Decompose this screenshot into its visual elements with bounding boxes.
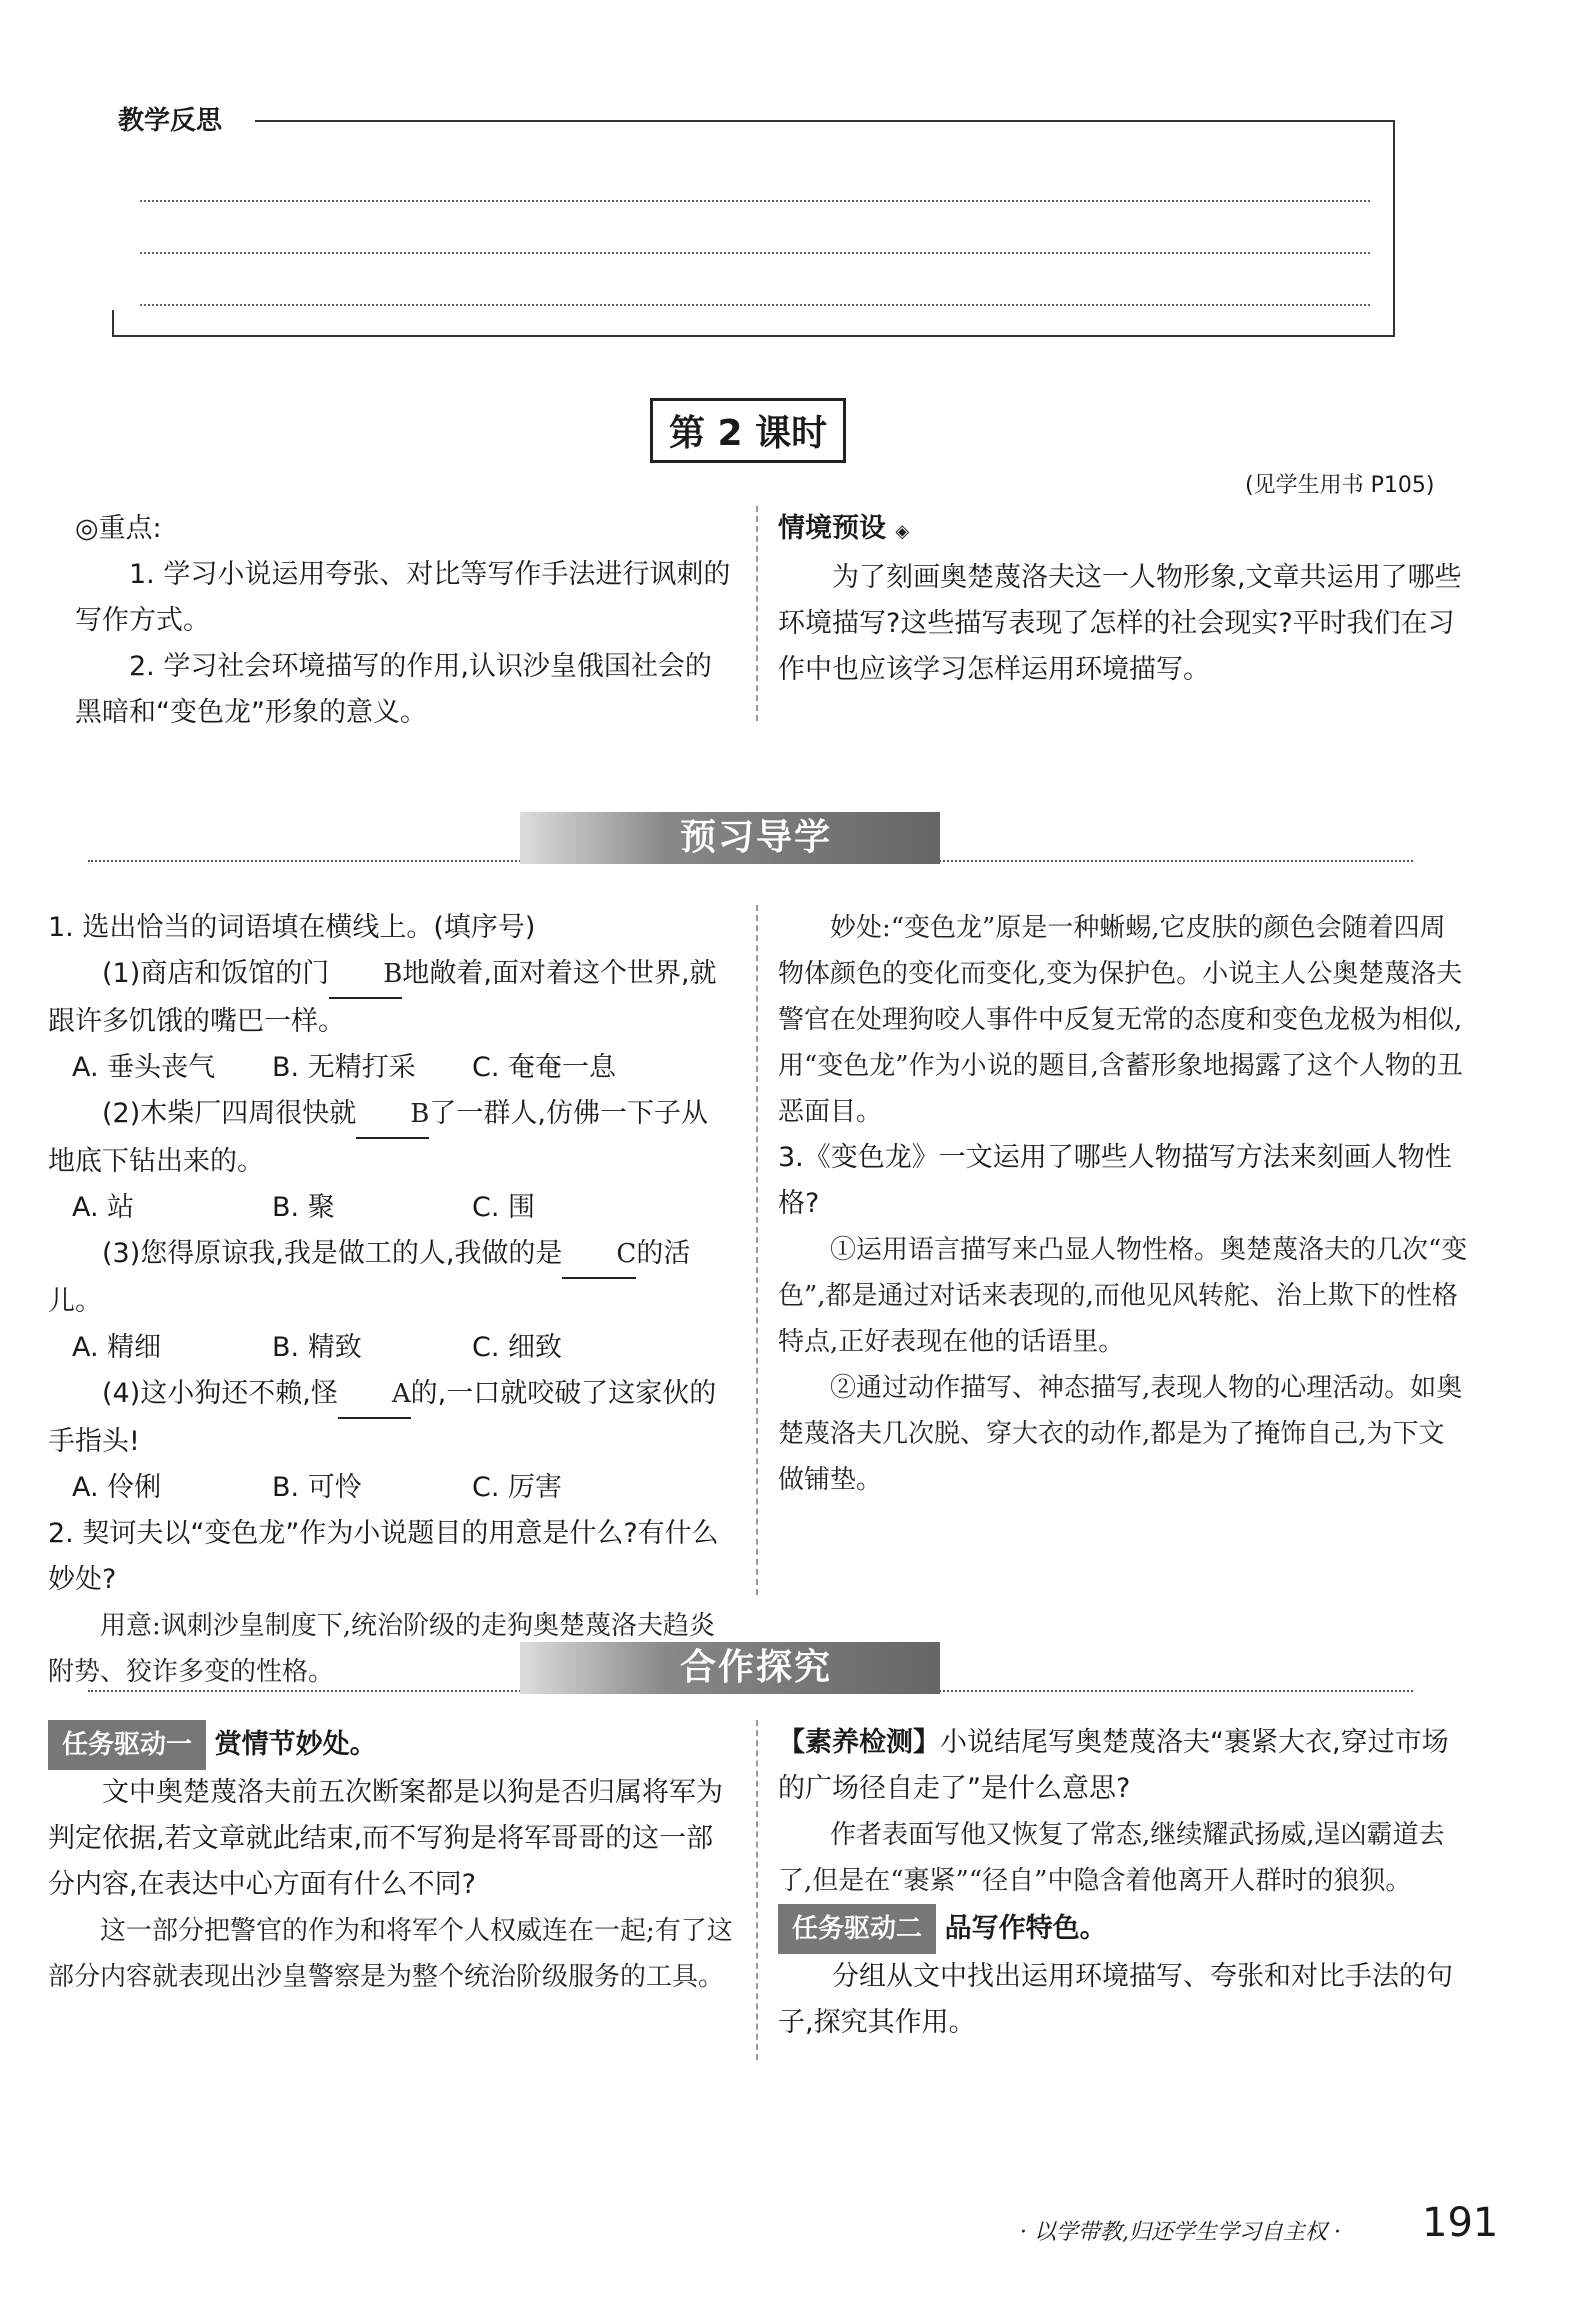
header-rule [255, 120, 1395, 122]
q3-stem: 3.《变色龙》一文运用了哪些人物描写方法来刻画人物性格? [778, 1142, 1452, 1219]
task2-tag: 任务驱动二 [778, 1904, 936, 1954]
check-block [778, 1720, 1468, 2046]
q1-s4-pre: (4)这小狗还不赖,怪 [102, 1378, 338, 1409]
task2-title: 品写作特色。 [944, 1913, 1107, 1944]
check-question [778, 1720, 1468, 1812]
scenario-heading-text: 情境预设 [778, 513, 886, 544]
option: C. 围 [472, 1192, 536, 1223]
reflection-line-2 [140, 252, 1370, 254]
q1-s4-post: 的,一口就咬破了这家伙的手指头! [48, 1378, 717, 1457]
q1-s3 [48, 1231, 733, 1325]
focus-item-2: 2. 学习社会环境描写的作用,认识沙皇俄国社会的黑暗和“变色龙”形象的意义。 [75, 651, 712, 728]
reflection-line-3 [140, 304, 1370, 306]
q1-s3-answer: C [562, 1231, 636, 1279]
diamond-icon: ◈ [895, 521, 910, 542]
task1-question: 文中奥楚蔑洛夫前五次断案都是以狗是否归属将军为判定依据,若文章就此结束,而不写狗是将军哥哥的这一部分内容,在表达中心方面有什么不同? [48, 1777, 723, 1900]
focus-item-1: 1. 学习小说运用夸张、对比等写作手法进行讽刺的写作方式。 [75, 559, 731, 636]
q1-s2-options [48, 1185, 733, 1231]
task2-question: 分组从文中找出运用环境描写、夸张和对比手法的句子,探究其作用。 [778, 1961, 1453, 2038]
task1-title: 赏情节妙处。 [214, 1729, 377, 1760]
check-answer: 作者表面写他又恢复了常态,继续耀武扬威,逞凶霸道去了,但是在“裹紧”“径自”中隐含着他离开人群时的狼狈。 [778, 1820, 1445, 1896]
preview-banner: 预习导学 [520, 812, 940, 864]
explore-banner: 合作探究 [520, 1642, 940, 1694]
q1-s4-answer: A [338, 1371, 411, 1419]
student-book-ref: (见学生用书 P105) [1245, 473, 1435, 498]
q1-s2-pre: (2)木柴厂四周很快就 [102, 1098, 357, 1129]
q1-s2-post: 了一群人,仿佛一下子从地底下钻出来的。 [48, 1098, 708, 1177]
header-left-rule [112, 310, 114, 335]
q1-s2-answer: B [356, 1091, 429, 1139]
reflection-label: 教学反思 [118, 106, 223, 136]
option: C. 细致 [472, 1332, 563, 1363]
option: B. 聚 [272, 1192, 335, 1223]
q1-s3-pre: (3)您得原谅我,我是做工的人,我做的是 [102, 1238, 563, 1269]
q1-s3-options [48, 1325, 733, 1371]
q1-s1-answer: B [329, 951, 402, 999]
task1-block [48, 1720, 738, 2000]
q2-q3-block [778, 905, 1468, 1503]
task2-header [778, 1904, 1468, 1954]
scenario-text: 为了刻画奥楚蔑洛夫这一人物形象,文章共运用了哪些环境描写?这些描写表现了怎样的社会现实?平时我们在习作中也应该学习怎样运用环境描写。 [778, 562, 1462, 685]
q1-s3-post: 的活儿。 [48, 1238, 691, 1317]
q1-s4-options [48, 1465, 733, 1511]
option: B. 精致 [272, 1332, 362, 1363]
task1-header [48, 1720, 738, 1770]
q2-answer-merit: 妙处:“变色龙”原是一种蜥蜴,它皮肤的颜色会随着四周物体颜色的变化而变化,变为保护色。小说主人公奥楚蔑洛夫警官在处理狗咬人事件中反复无常的态度和变色龙极为相似,用“变色龙”作为小说的题目,含蓄形象地揭露了这个人物的丑恶面目。 [778, 913, 1463, 1127]
check-tag: 【素养检测】 [778, 1727, 940, 1758]
option: A. 站 [72, 1192, 135, 1223]
column-divider-explore [756, 1720, 758, 2060]
page-number: 191 [1422, 2200, 1499, 2246]
q1-s2 [48, 1091, 733, 1185]
q1-block [48, 905, 733, 1695]
scenario-box [778, 506, 1468, 693]
task1-tag: 任务驱动一 [48, 1720, 206, 1770]
q3-answer-1: ①运用语言描写来凸显人物性格。奥楚蔑洛夫的几次“变色”,都是通过对话来表现的,而他见风转舵、治上欺下的性格特点,正好表现在他的话语里。 [778, 1235, 1468, 1357]
reflection-line-1 [140, 200, 1370, 202]
q1-s1 [48, 951, 733, 1045]
option: A. 精细 [72, 1332, 162, 1363]
column-divider-preview [756, 905, 758, 1595]
option: A. 垂头丧气 [72, 1052, 216, 1083]
column-divider-top [756, 506, 758, 721]
scenario-heading [778, 506, 1468, 555]
header-right-rule [1393, 120, 1395, 335]
q1-stem: 1. 选出恰当的词语填在横线上。(填序号) [48, 912, 536, 943]
option: C. 厉害 [472, 1472, 563, 1503]
task1-answer: 这一部分把警官的作为和将军个人权威连在一起;有了这部分内容就表现出沙皇警察是为整个统治阶级服务的工具。 [48, 1916, 733, 1992]
q3-answer-2: ②通过动作描写、神态描写,表现人物的心理活动。如奥楚蔑洛夫几次脱、穿大衣的动作,都是为了掩饰自己,为下文做铺垫。 [778, 1373, 1463, 1495]
focus-heading: ◎重点: [75, 513, 162, 544]
option: C. 奄奄一息 [472, 1052, 617, 1083]
option: B. 无精打采 [272, 1052, 416, 1083]
focus-box [75, 506, 735, 736]
header-bottom-rule [112, 335, 1395, 337]
check-question-text: 小说结尾写奥楚蔑洛夫“裹紧大衣,穿过市场的广场径自走了”是什么意思? [778, 1727, 1449, 1804]
option: A. 伶俐 [72, 1472, 162, 1503]
q2-stem: 2. 契诃夫以“变色龙”作为小说题目的用意是什么?有什么妙处? [48, 1518, 719, 1595]
q1-s1-pre: (1)商店和饭馆的门 [102, 958, 330, 989]
lesson-title: 第 2 课时 [650, 398, 846, 463]
q1-s1-options [48, 1045, 733, 1091]
q2-answer-intent: 用意:讽刺沙皇制度下,统治阶级的走狗奥楚蔑洛夫趋炎附势、狡诈多变的性格。 [48, 1611, 716, 1687]
q1-s4 [48, 1371, 733, 1465]
q1-s1-post: 地敞着,面对着这个世界,就跟许多饥饿的嘴巴一样。 [48, 958, 717, 1037]
option: B. 可怜 [272, 1472, 362, 1503]
footer-slogan: · 以学带教,归还学生学习自主权 · [1020, 2220, 1341, 2245]
